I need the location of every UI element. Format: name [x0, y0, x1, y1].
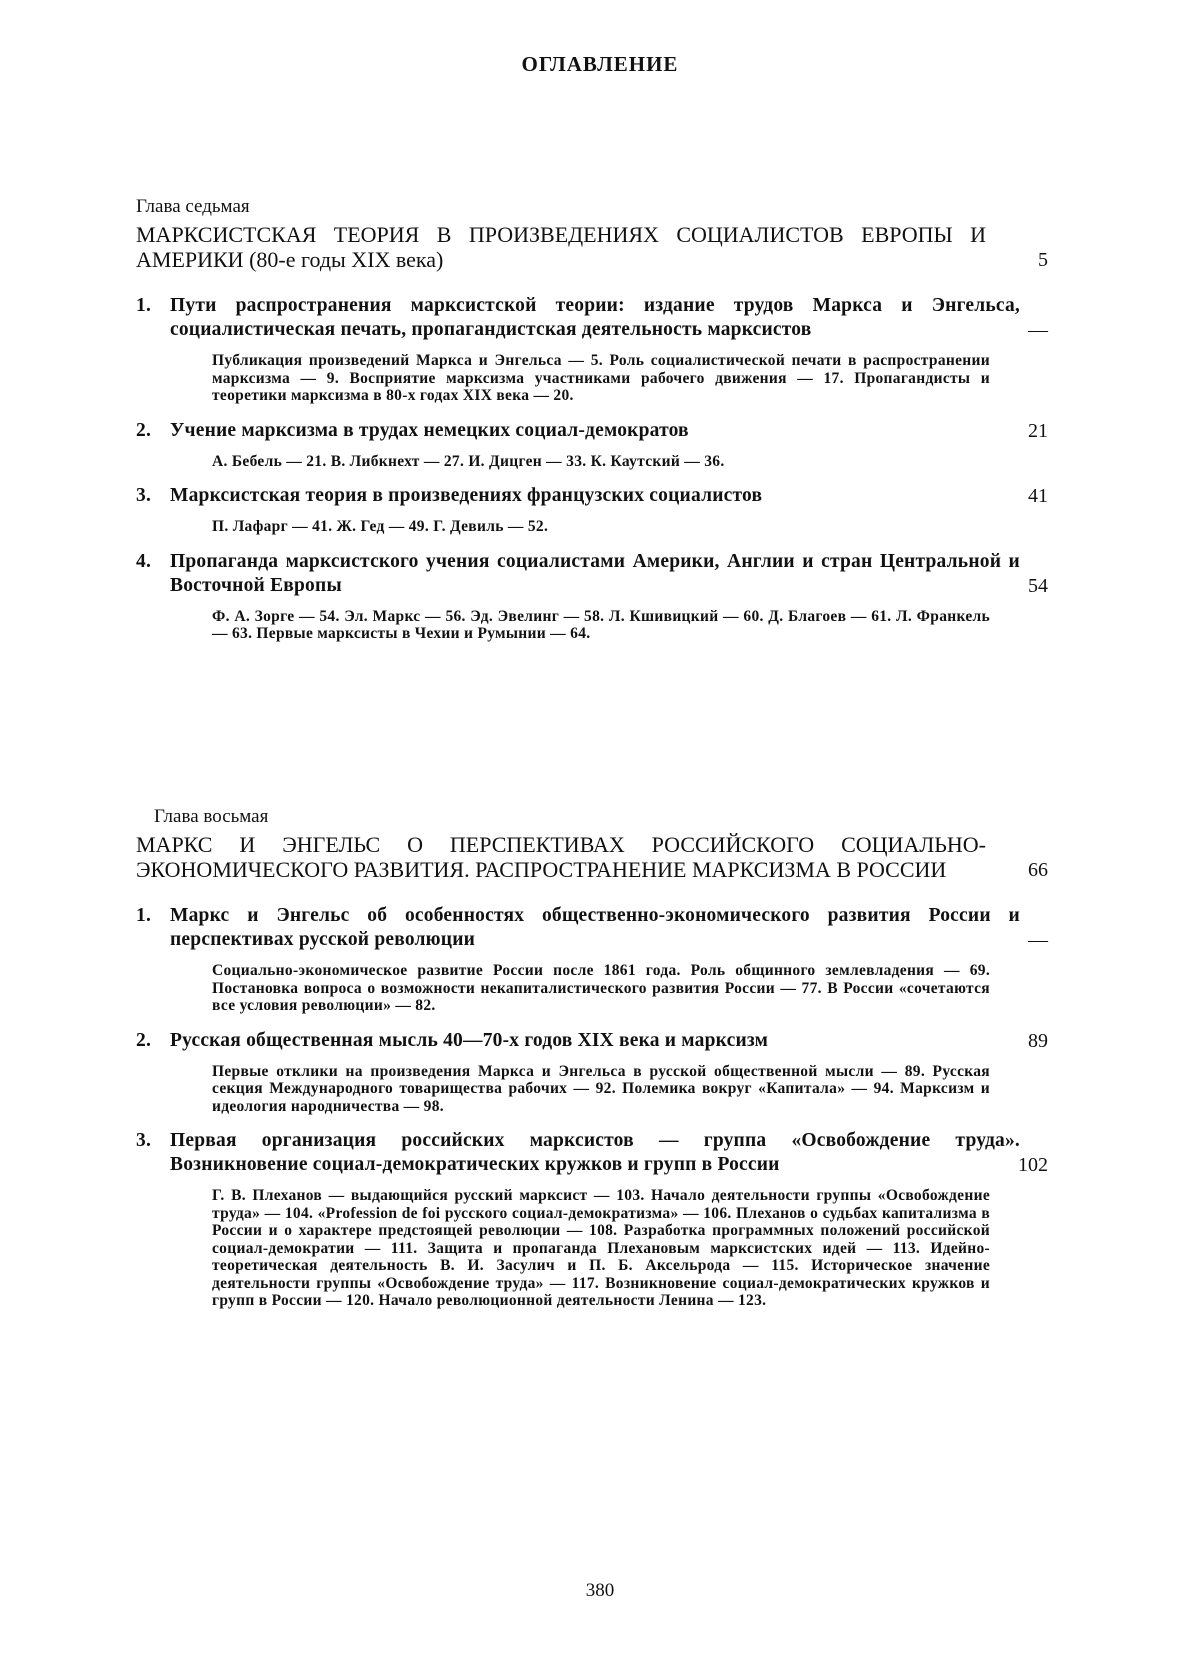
- section-title-text: Марксистская теория в произведениях французских социалистов: [170, 485, 763, 506]
- section-summary: А. Бебель — 21. В. Либкнехт — 27. И. Дицген — 33. К. Каутский — 36.: [212, 452, 725, 470]
- section-number: 2.: [136, 1029, 152, 1051]
- section-summary: П. Лафарг — 41. Ж. Гед — 49. Г. Девиль — 52.: [212, 518, 549, 535]
- section-number: 3.: [136, 1130, 152, 1151]
- page-number: 66: [1028, 859, 1048, 881]
- section-title-text: Первая организация российских марксистов — группа «Освобождение труда». Возникновение социал-демократических кружков и групп в России: [170, 1130, 1020, 1175]
- section-title-text: Маркс и Энгельс об особенностях общественно-экономического развития России и перспективах русской революции: [170, 905, 1020, 950]
- section-title-text: Учение марксизма в трудах немецких социал-демократов: [170, 419, 689, 441]
- toc-section: [136, 1029, 1056, 1116]
- toc-section: [136, 419, 1056, 471]
- toc-section: [136, 1129, 1056, 1310]
- section-number: 1.: [136, 295, 152, 316]
- section-summary: Социально-экономическое развитие России после 1861 года. Роль общинного землевладения — 69. Постановка вопроса о возможности некапиталистического развития России — 77. В России «сочетаются все условия революции» — 82.: [212, 962, 990, 1014]
- section-summary: Г. В. Плеханов — выдающийся русский марксист — 103. Начало деятельности группы «Освобождение труда» — 104. «Profession de foi русского социал-демократизма» — 106. Плеханов о судьбах капитализма в России и о характере предстоящей революции — 108. Разработка программных положений российской социал-демократии — 111. Защита и пропаганда Плехановым марксистских идей — 113. Идейно-теоретическая деятельность В. И. Засулич и П. Б. Аксельрода — 115. Историческое значение деятельности группы «Освобождение труда» — 117. Возникновение социал-демократических кружков и групп в России — 120. Начало революционной деятельности Ленина — 123.: [212, 1187, 990, 1309]
- chapter-title: МАРКСИСТСКАЯ ТЕОРИЯ В ПРОИЗВЕДЕНИЯХ СОЦИАЛИСТОВ ЕВРОПЫ И АМЕРИКИ (80-е годы XIX века): [136, 222, 986, 272]
- chapter-title: МАРКС И ЭНГЕЛЬС О ПЕРСПЕКТИВАХ РОССИЙСКОГО СОЦИАЛЬНО-ЭКОНОМИЧЕСКОГО РАЗВИТИЯ. РАСПРОСТРАНЕНИЕ МАРКСИЗМА В РОССИИ: [136, 832, 986, 882]
- section-title: [136, 904, 1020, 952]
- page-number: 5: [1038, 249, 1048, 271]
- chapter-heading: [136, 832, 1056, 882]
- section-title-text: Русская общественная мысль 40—70-х годов XIX века и марксизм: [170, 1029, 769, 1051]
- section-number: 4.: [136, 550, 152, 572]
- section-title: [136, 1129, 1020, 1177]
- toc-section: [136, 904, 1056, 1015]
- section-summary: Публикация произведений Маркса и Энгельса — 5. Роль социалистической печати в распространении марксизма — 9. Восприятие марксизма участниками рабочего движения — 17. Пропагандисты и теоретики марксизма в 80-х годах XIX века — 20.: [212, 352, 990, 404]
- section-title: [136, 484, 1020, 508]
- chapter-heading: [136, 222, 1056, 272]
- section-summary: Первые отклики на произведения Маркса и Энгельса в русской общественной мысли — 89. Русская секция Международного товарищества рабочих — 92. Полемика вокруг «Капитала» — 94. Марксизм и идеология народничества — 98.: [212, 1062, 990, 1115]
- section-title: [136, 1029, 1020, 1053]
- page-number: 102: [1018, 1154, 1048, 1176]
- page-title: ОГЛАВЛЕНИЕ: [521, 52, 679, 76]
- section-title: [136, 419, 1020, 443]
- section-title: [136, 294, 1020, 342]
- toc-section: [136, 550, 1056, 643]
- section-number: 2.: [136, 419, 152, 441]
- page-number: 89: [1028, 1029, 1048, 1052]
- chapter-8: [136, 806, 1056, 1310]
- section-title: [136, 550, 1020, 598]
- page-number: 41: [1028, 485, 1048, 507]
- toc-section: [136, 294, 1056, 405]
- page-number: 21: [1028, 419, 1048, 442]
- toc-section: [136, 484, 1056, 536]
- section-number: 1.: [136, 905, 152, 926]
- page-number: 54: [1028, 574, 1048, 597]
- section-title-text: Пропаганда марксистского учения социалистами Америки, Англии и стран Центральной и Восточной Европы: [170, 550, 1020, 596]
- section-title-text: Пути распространения марксистской теории: издание трудов Маркса и Энгельса, социалистическая печать, пропагандистская деятельность марксистов: [170, 295, 1020, 340]
- chapter-7: [136, 196, 1056, 643]
- page-folio: 380: [585, 1580, 615, 1601]
- chapter-label: Глава седьмая: [136, 196, 250, 217]
- chapter-label: Глава восьмая: [154, 806, 269, 827]
- section-summary: Ф. А. Зорге — 54. Эл. Маркс — 56. Эд. Эвелинг — 58. Л. Кшивицкий — 60. Д. Благоев — 61. Л. Франкель — 63. Первые марксисты в Чехии и Румынии — 64.: [212, 607, 990, 642]
- page-number: —: [1028, 929, 1048, 951]
- section-number: 3.: [136, 485, 152, 506]
- page-number: —: [1028, 319, 1048, 341]
